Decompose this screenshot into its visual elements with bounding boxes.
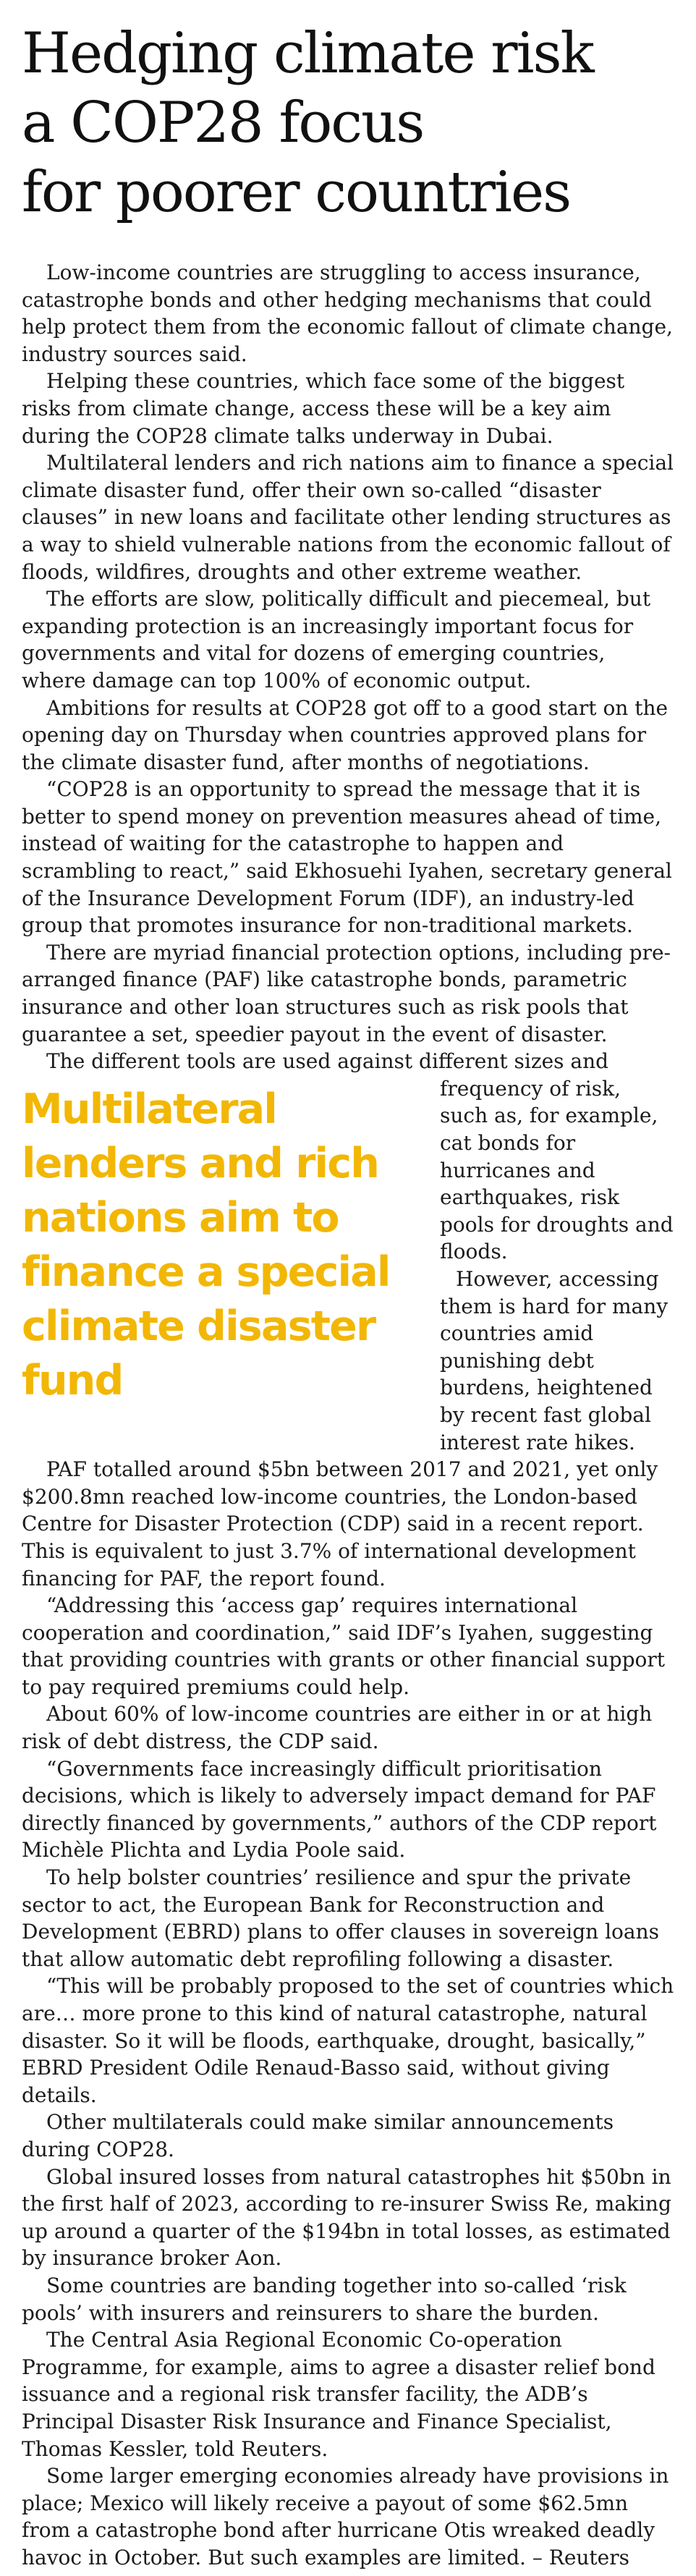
side-column	[440, 1075, 674, 1456]
paragraph: However, accessing them is hard for many countries amid punishing debt burdens, heightened by recent fast global interest rate hikes.	[440, 1266, 669, 1454]
paragraph: The Central Asia Regional Economic Co-operation Programme, for example, aims to agree a disaster relief bond issuance and a regional risk transfer facility, the ADB’s Principal Disaster Risk Insurance and Finance Specialist, Thomas Kessler, told Reuters.	[22, 2328, 655, 2461]
pull-quote: Multilateral lenders and rich nations aim to finance a special climate disaster fund	[22, 1085, 390, 1404]
paragraph: Multilateral lenders and rich nations aim to finance a special climate disaster fund, offer their own so-called “disaster clauses” in new loans and facilitate other lending structures as a way to shield vulnerable nations from the economic fallout of floods, wildfires, droughts and other extreme weather.	[22, 451, 674, 584]
paragraph: PAF totalled around $5bn between 2017 and 2021, yet only $200.8mn reached low-income countries, the London-based Centre for Disaster Protection (CDP) said in a recent report. This is equivalent to just 3.7% of international development financing for PAF, the report found.	[22, 1457, 658, 1590]
paragraph: The different tools are used against different sizes and	[46, 1049, 609, 1074]
paragraph: “COP28 is an opportunity to spread the message that it is better to spend money on prevention measures ahead of time, instead of waiting for the catastrophe to happen and scrambling to react,” said Ekhosuehi Iyahen, secretary general of the Insurance Development Forum (IDF), an industry-led group that promotes insurance for non-traditional markets.	[22, 777, 672, 938]
headline-line: a COP28 focus	[22, 90, 424, 156]
paragraph: The efforts are slow, politically difficult and piecemeal, but expanding protection is an increasingly important focus for governments and vital for dozens of emerging countries, where damage can top 100% of economic output.	[22, 587, 651, 692]
headline-line: Hedging climate risk	[22, 21, 593, 86]
paragraph: “This will be probably proposed to the set of countries which are… more prone to this kind of natural catastrophe, natural disaster. So it will be floods, earthquake, drought, basically,” EBRD President Odile Renaud-Basso said, without giving details.	[22, 1974, 674, 2107]
paragraph: Helping these countries, which face some of the biggest risks from climate change, access these will be a key aim during the COP28 climate talks underway in Dubai.	[22, 369, 625, 448]
paragraph: Some countries are banding together into so-called ‘risk pools’ with insurers and reinsurers to share the burden.	[22, 2273, 627, 2325]
paragraph: Low-income countries are struggling to access insurance, catastrophe bonds and other hedging mechanisms that could help protect them from the economic fallout of climate change, industry sources said.	[22, 260, 673, 366]
paragraph: “Addressing this ‘access gap’ requires international cooperation and coordination,” said IDF’s Iyahen, suggesting that providing countries with grants or other financial support to pay required premiums could help.	[22, 1593, 666, 1699]
paragraph: About 60% of low-income countries are either in or at high risk of debt distress, the CDP said.	[22, 1702, 653, 1754]
paragraph: To help bolster countries’ resilience and spur the private sector to act, the European Bank for Reconstruction and Development (EBRD) plans to offer clauses in sovereign loans that allow automatic debt reprofiling following a disaster.	[22, 1865, 659, 1971]
headline-line: for poorer countries	[22, 160, 571, 225]
headline	[22, 19, 674, 227]
paragraph: frequency of risk, such as, for example, cat bonds for hurricanes and earthquakes, risk pools for droughts and floods.	[440, 1076, 674, 1264]
paragraph: There are myriad financial protection options, including pre-arranged finance (PAF) like catastrophe bonds, parametric insurance and other loan structures such as risk pools that guarantee a set, speedier payout in the event of disaster.	[22, 940, 671, 1046]
paragraph: “Governments face increasingly difficult prioritisation decisions, which is likely to adversely impact demand for PAF directly financed by governments,” authors of the CDP report Michèle Plichta and Lydia Poole said.	[22, 1756, 657, 1863]
paragraph: Some larger emerging economies already have provisions in place; Mexico will likely receive a payout of some $62.5mn from a catastrophe bond after hurricane Otis wreaked deadly havoc in October. But such examples are limited. – Reuters	[22, 2464, 669, 2569]
article-body-bottom	[22, 1456, 674, 2571]
paragraph: Ambitions for results at COP28 got off to a good start on the opening day on Thursday when countries approved plans for the climate disaster fund, after months of negotiations.	[22, 695, 669, 774]
pull-quote-section	[22, 1075, 674, 1456]
paragraph: Global insured losses from natural catastrophes hit $50bn in the first half of 2023, according to re-insurer Swiss Re, making up around a quarter of the $194bn in total losses, as estimated by insurance broker Aon.	[22, 2164, 671, 2271]
article-body-top	[22, 259, 674, 1075]
paragraph: Other multilaterals could make similar announcements during COP28.	[22, 2110, 614, 2161]
